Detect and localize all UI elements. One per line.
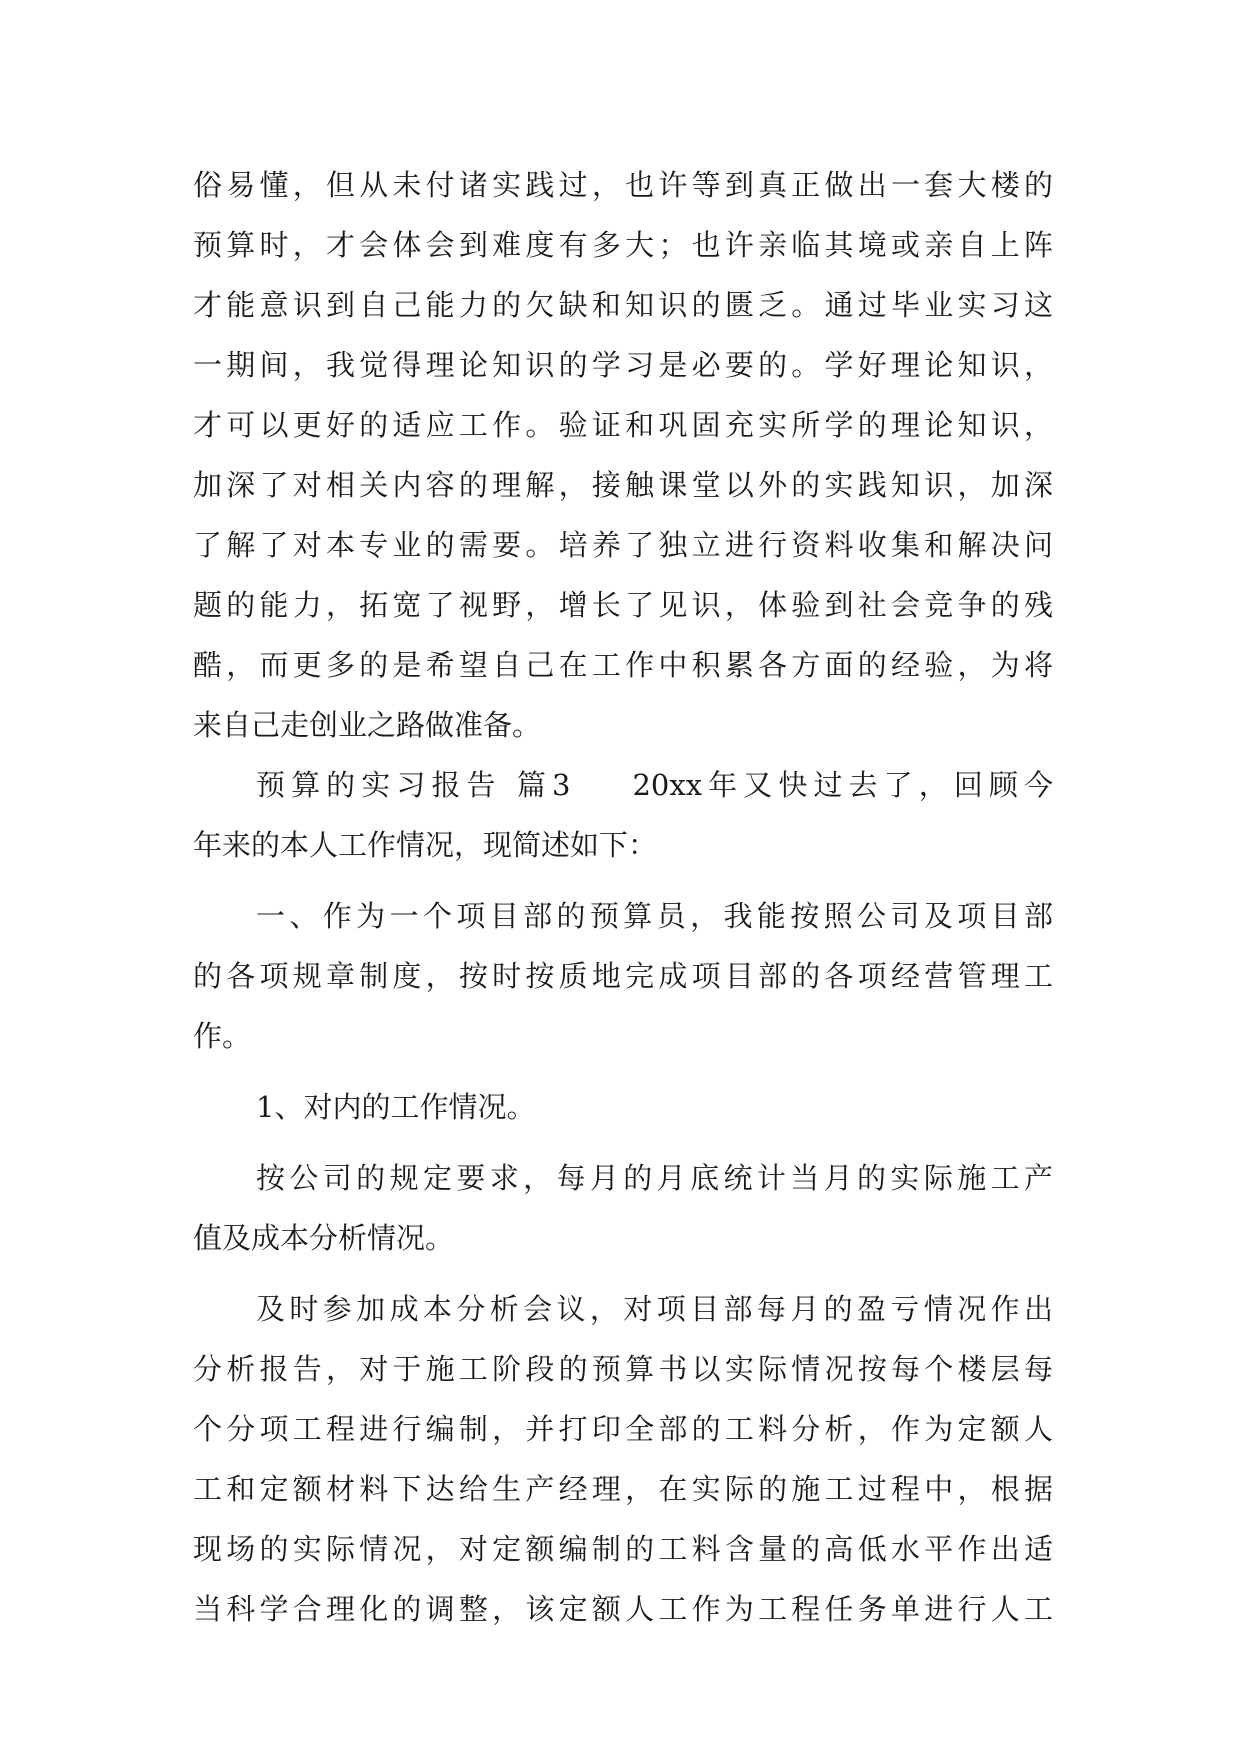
text-line: 20xx年又快过去了，回顾今 [632, 768, 1053, 802]
section-heading: 预算的实习报告 篇3 [256, 768, 571, 802]
text-line: 个分项工程进行编制，并打印全部的工料分析，作为定额人 [193, 1412, 1053, 1446]
paragraph-1 [193, 155, 1053, 755]
text-line: 及时参加成本分析会议，对项目部每月的盈亏情况作出 [256, 1292, 1053, 1326]
text-line: 才可以更好的适应工作。验证和巩固充实所学的理论知识， [193, 408, 1053, 442]
text-line: 分析报告，对于施工阶段的预算书以实际情况按每个楼层每 [193, 1352, 1053, 1386]
text-line: 加深了对相关内容的理解，接触课堂以外的实践知识，加深 [193, 468, 1053, 502]
text-line: 现场的实际情况，对定额编制的工料含量的高低水平作出适 [193, 1532, 1053, 1566]
text-line: 酷，而更多的是希望自己在工作中积累各方面的经验，为将 [193, 648, 1053, 682]
text-line: 值及成本分析情况。 [193, 1221, 455, 1255]
heading-line [193, 755, 1053, 815]
paragraph-5 [193, 1148, 1053, 1268]
text-line: 题的能力，拓宽了视野，增长了见识，体验到社会竞争的残 [193, 588, 1053, 622]
text-line: 一期间，我觉得理论知识的学习是必要的。学好理论知识， [193, 348, 1053, 382]
text-line: 了解了对本专业的需要。培养了独立进行资料收集和解决问 [193, 528, 1053, 562]
text-line: 工和定额材料下达给生产经理，在实际的施工过程中，根据 [193, 1472, 1053, 1506]
text-line: 年来的本人工作情况，现简述如下： [193, 828, 658, 862]
text-line: 作。 [193, 1019, 252, 1053]
text-line: 预算时，才会体会到难度有多大；也许亲临其境或亲自上阵 [193, 228, 1053, 262]
text-line: 一、作为一个项目部的预算员，我能按照公司及项目部 [256, 899, 1053, 933]
text-line: 俗易懂，但从未付诸实践过，也许等到真正做出一套大楼的 [193, 168, 1053, 202]
paragraph-6 [193, 1279, 1053, 1639]
text-line: 的各项规章制度，按时按质地完成项目部的各项经营管理工 [193, 959, 1053, 993]
text-line: 才能意识到自己能力的欠缺和知识的匮乏。通过毕业实习这 [193, 288, 1053, 322]
document-page [193, 155, 1053, 1639]
paragraph-3 [193, 886, 1053, 1066]
text-line: 按公司的规定要求，每月的月底统计当月的实际施工产 [256, 1161, 1053, 1195]
text-line: 1、对内的工作情况。 [256, 1090, 536, 1124]
paragraph-2 [193, 755, 1053, 875]
paragraph-4 [193, 1077, 1053, 1137]
text-line: 当科学合理化的调整，该定额人工作为工程任务单进行人工 [193, 1592, 1053, 1626]
text-line: 来自己走创业之路做准备。 [193, 708, 542, 742]
